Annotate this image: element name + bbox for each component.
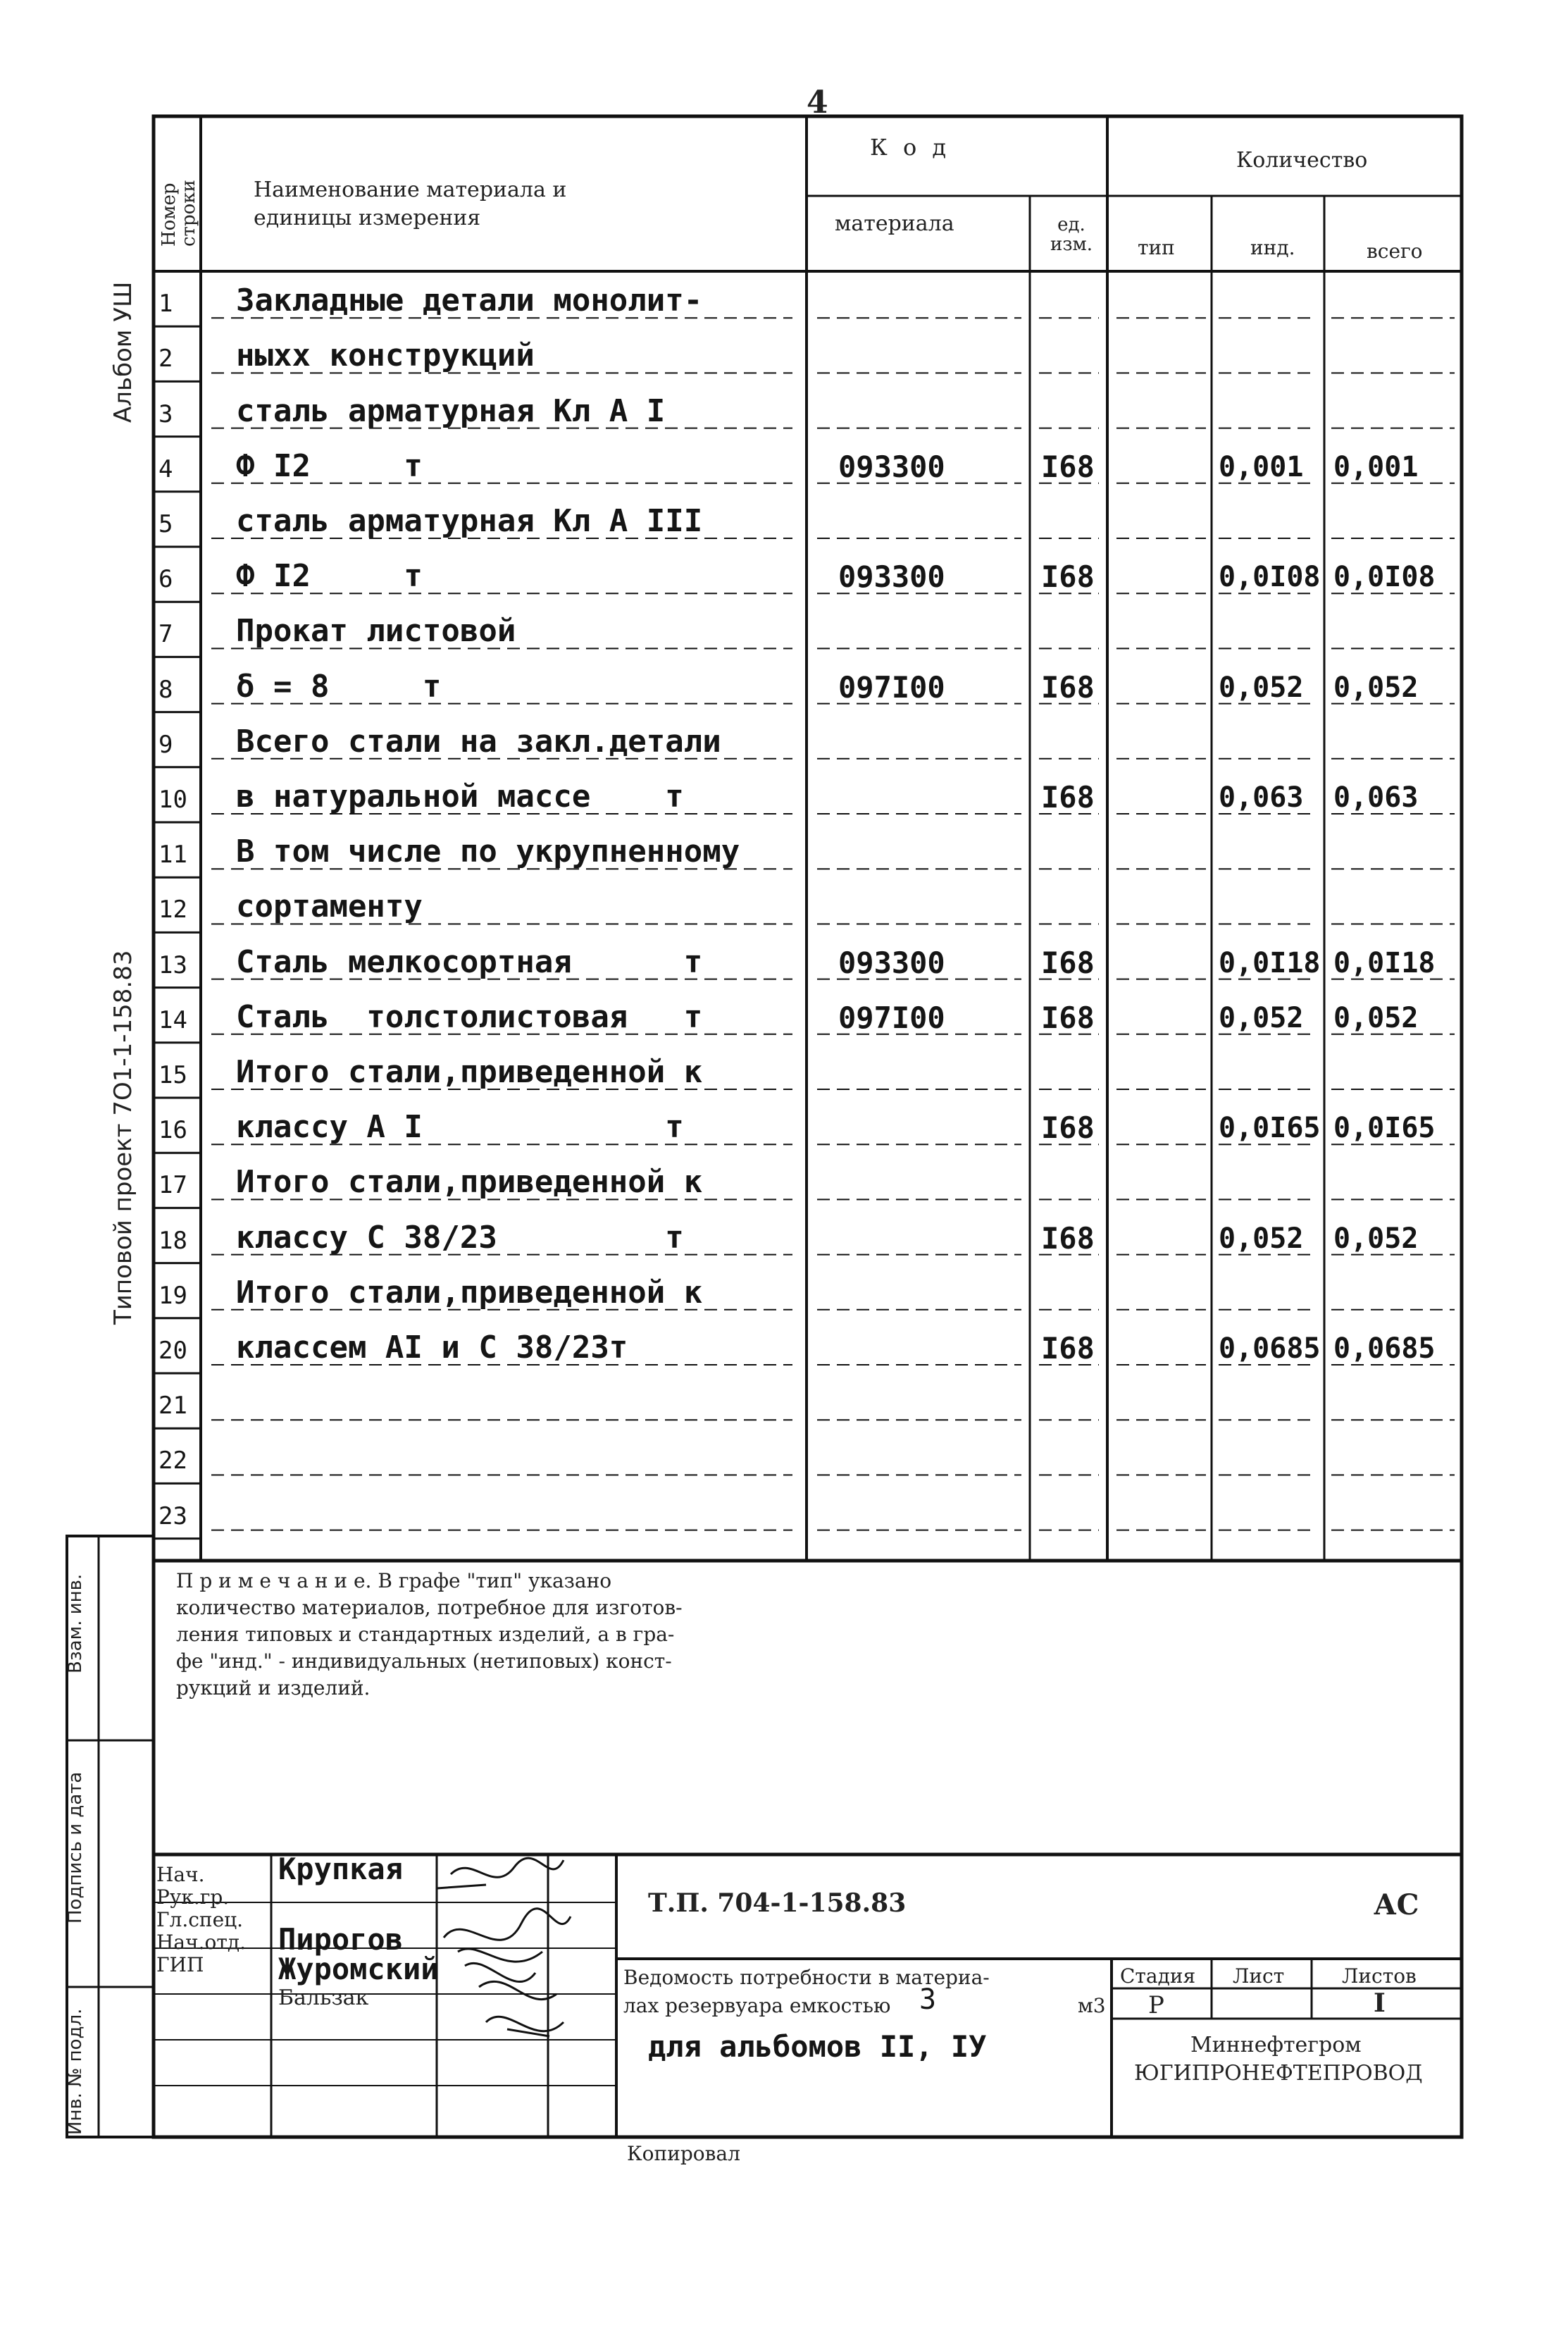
table-row [0, 326, 1568, 381]
material-name: Закладные детали монолит- [236, 283, 703, 319]
qty-total: 0,052 [1333, 1001, 1419, 1034]
qty-total: 0,052 [1333, 671, 1419, 704]
header-material: материала [835, 211, 954, 236]
qty-ind: 0,052 [1219, 1222, 1304, 1255]
unit-code: I68 [1041, 1220, 1095, 1256]
row-number: 7 [158, 620, 173, 649]
material-name: Итого стали,приведенной к [236, 1164, 703, 1201]
note-line: рукций и изделий. [176, 1676, 371, 1699]
table-row [0, 547, 1568, 602]
stamp-mark: АС [1374, 1888, 1419, 1921]
table-row [0, 492, 1568, 547]
doc-title-1: Ведомость потребности в материа- [623, 1966, 990, 1989]
material-name: сталь арматурная Кл А III [236, 502, 703, 539]
unit-code: I68 [1041, 669, 1095, 705]
stage-label: Стадия [1120, 1964, 1196, 1988]
stamp-role: Гл.спец. [156, 1908, 244, 1931]
row-number: 23 [158, 1501, 187, 1530]
row-number: 19 [158, 1281, 187, 1310]
row-number: 12 [158, 896, 187, 924]
row-number: 21 [158, 1392, 187, 1420]
row-number: 16 [158, 1116, 187, 1145]
table-row [0, 1153, 1568, 1208]
material-code: 097I00 [838, 1000, 945, 1035]
stamp-role: Нач.отд. [156, 1931, 247, 1954]
stamp-role: ГИП [156, 1953, 204, 1976]
row-number: 20 [158, 1336, 187, 1365]
stamp-name-4: Журомский [278, 1952, 439, 1986]
unit-code: I68 [1041, 1110, 1095, 1146]
material-code: 093300 [838, 945, 945, 980]
table-row [0, 712, 1568, 767]
header-type: тип [1138, 236, 1175, 259]
doc-title-2: лах резервуара емкостью [623, 1994, 891, 2017]
material-name: ныхх конструкций [236, 338, 535, 374]
material-name: сталь арматурная Кл А I [236, 392, 666, 429]
project-code: Т.П. 704-1-158.83 [648, 1888, 907, 1918]
sheets-label: Листов [1342, 1964, 1417, 1988]
header-code: К о д [870, 134, 951, 161]
page-number: 4 [807, 85, 828, 120]
note-line: ления типовых и стандартных изделий, а в гра- [176, 1623, 675, 1646]
row-number: 9 [158, 730, 173, 759]
qty-total: 0,0I08 [1333, 561, 1436, 594]
row-number: 4 [158, 454, 173, 483]
row-number: 17 [158, 1171, 187, 1200]
table-row [0, 657, 1568, 712]
unit-code: I68 [1041, 945, 1095, 980]
table-row [0, 932, 1568, 987]
material-name: классу С 38/23 т [236, 1219, 684, 1256]
header-ind: инд. [1250, 236, 1295, 259]
note-line: П р и м е ч а н и е. В графе "тип" указано [176, 1569, 612, 1592]
table-row [0, 437, 1568, 492]
material-name: сортаменту [236, 888, 423, 925]
qty-ind: 0,052 [1219, 671, 1304, 704]
table-row [0, 767, 1568, 822]
material-name: Ф I2 т [236, 447, 423, 484]
material-name: классу А I т [236, 1109, 684, 1146]
note [176, 1568, 683, 1702]
qty-ind: 0,063 [1219, 781, 1304, 814]
header-total: всего [1367, 240, 1423, 263]
header-name: Наименование материала и единицы измерения [254, 178, 567, 230]
row-number: 8 [158, 675, 173, 704]
row-number: 13 [158, 950, 187, 979]
qty-ind: 0,0I18 [1219, 946, 1321, 979]
table-row [0, 271, 1568, 326]
table-row [0, 1098, 1568, 1153]
qty-total: 0,0I65 [1333, 1112, 1436, 1145]
material-name: В том числе по укрупненному [236, 834, 740, 870]
row-number: 22 [158, 1447, 187, 1475]
table-row [0, 988, 1568, 1043]
note-line: фе "инд." - индивидуальных (нетиповых) конст- [176, 1649, 672, 1673]
stamp-name-3: Пирогов [278, 1922, 404, 1957]
qty-total: 0,0I18 [1333, 946, 1436, 979]
sheets-value: I [1374, 1988, 1386, 2018]
row-number: 14 [158, 1005, 187, 1034]
table-row [0, 1043, 1568, 1098]
qty-ind: 0,001 [1219, 450, 1304, 483]
material-code: 093300 [838, 559, 945, 595]
stage-value: Р [1148, 1991, 1164, 2019]
row-number: 10 [158, 785, 187, 814]
album-label: Альбом УШ [109, 281, 137, 423]
stamp-side-2: Подпись и дата [65, 1771, 86, 1924]
row-number: 15 [158, 1060, 187, 1089]
table-row [0, 381, 1568, 436]
qty-total: 0,001 [1333, 450, 1419, 483]
row-number: 3 [158, 400, 173, 428]
table-row [0, 1318, 1568, 1373]
row-number: 18 [158, 1226, 187, 1255]
qty-total: 0,0685 [1333, 1332, 1436, 1365]
row-number: 1 [158, 290, 173, 318]
material-name: Сталь мелкосортная т [236, 943, 703, 980]
volume-unit: м3 [1078, 1994, 1106, 2017]
qty-ind: 0,0I65 [1219, 1112, 1321, 1145]
stamp-name-5: Бальзак [278, 1986, 369, 2010]
table-row [0, 1483, 1568, 1538]
qty-ind: 0,052 [1219, 1001, 1304, 1034]
stamp-side-3: Инв. № подл. [65, 2008, 86, 2135]
stamp-side-1: Взам. инв. [65, 1573, 86, 1673]
table-row [0, 602, 1568, 657]
material-name: Итого стали,приведенной к [236, 1053, 703, 1090]
material-name: Сталь толстолистовая т [236, 998, 703, 1035]
footer-copied: Копировал [627, 2142, 740, 2165]
material-code: 097I00 [838, 669, 945, 705]
row-number: 2 [158, 345, 173, 373]
stamp-role: Нач. [156, 1863, 205, 1886]
org-1: Миннефтегром [1190, 2033, 1362, 2057]
table-row [0, 877, 1568, 932]
header-quantity: Количество [1236, 148, 1368, 173]
qty-ind: 0,0685 [1219, 1332, 1321, 1365]
material-name: классем АI и С 38/23т [236, 1329, 628, 1366]
material-name: Прокат листовой [236, 613, 516, 650]
qty-total: 0,063 [1333, 781, 1419, 814]
row-number: 5 [158, 509, 173, 538]
header-row-no: Номер строки [158, 180, 199, 247]
header-unit: ед. изм. [1050, 214, 1093, 255]
unit-code: I68 [1041, 779, 1095, 815]
unit-code: I68 [1041, 449, 1095, 484]
material-name: Ф I2 т [236, 558, 423, 595]
unit-code: I68 [1041, 559, 1095, 595]
material-name: в натуральной массе т [236, 778, 684, 815]
note-line: количество материалов, потребное для изготов- [176, 1596, 683, 1619]
table-row [0, 1263, 1568, 1318]
qty-ind: 0,0I08 [1219, 561, 1321, 594]
row-number: 11 [158, 841, 187, 869]
sheet-label: Лист [1233, 1964, 1285, 1988]
table-row [0, 1428, 1568, 1483]
stamp-name-1: Крупкая [278, 1852, 404, 1886]
volume: 3 [919, 1983, 937, 2016]
project-side-text: Типовой проект 7О1-1-158.83 [109, 950, 137, 1325]
unit-code: I68 [1041, 1000, 1095, 1035]
doc-title-3: для альбомов II, IУ [648, 2029, 987, 2064]
stamp-role: Рук.гр. [156, 1885, 230, 1909]
material-code: 093300 [838, 449, 945, 484]
material-name: Итого стали,приведенной к [236, 1274, 703, 1311]
table-row [0, 822, 1568, 877]
row-number: 6 [158, 565, 173, 594]
qty-total: 0,052 [1333, 1222, 1419, 1255]
material-name: δ = 8 т [236, 668, 442, 705]
signatures [423, 1846, 592, 2079]
stamp-roles [156, 1864, 246, 1976]
material-name: Всего стали на закл.детали [236, 723, 721, 760]
unit-code: I68 [1041, 1330, 1095, 1366]
table-row [0, 1373, 1568, 1428]
org-2: ЮГИПРОНЕФТЕПРОВОД [1134, 2061, 1423, 2086]
table-row [0, 1208, 1568, 1263]
